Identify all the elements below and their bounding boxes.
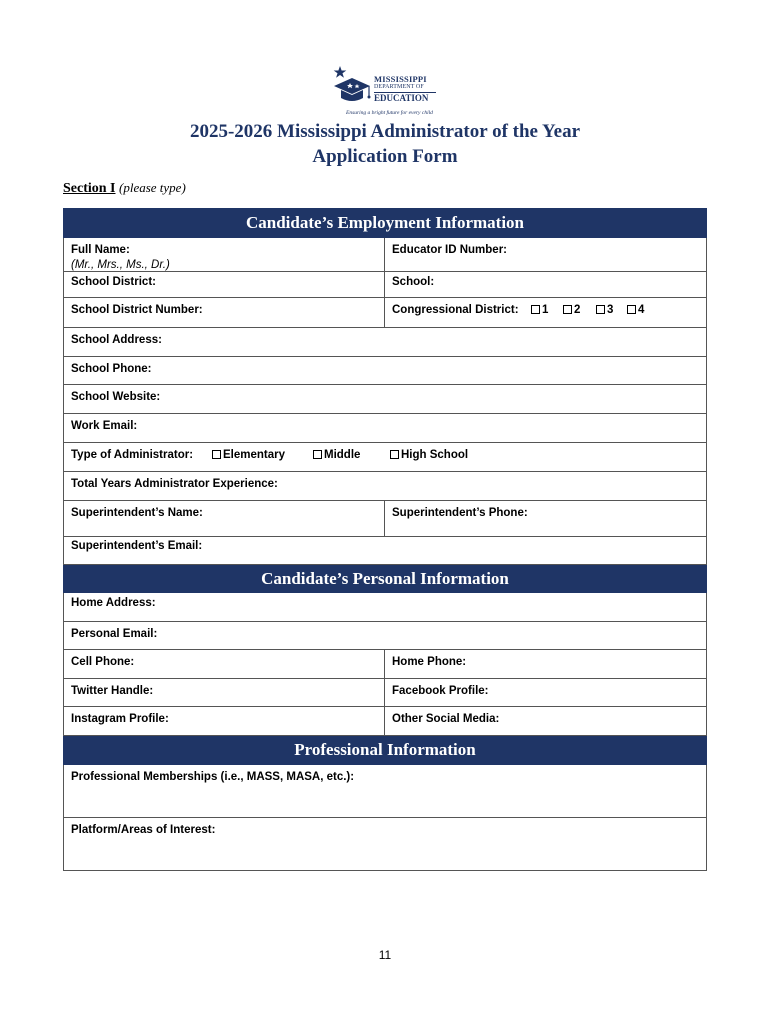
school-district-field[interactable] bbox=[64, 272, 385, 297]
employment-header: Candidate’s Employment Information bbox=[63, 208, 707, 238]
school-district-label: School District: bbox=[71, 276, 156, 288]
instagram-label: Instagram Profile: bbox=[71, 713, 169, 725]
logo-line-2: DEPARTMENT OF bbox=[374, 84, 424, 90]
memberships-label: Professional Memberships (i.e., MASS, MASA, etc.): bbox=[71, 771, 355, 783]
congressional-district-label: Congressional District: bbox=[392, 304, 519, 316]
professional-header: Professional Information bbox=[63, 736, 707, 765]
full-name-label: Full Name: bbox=[71, 244, 130, 256]
full-name-hint: (Mr., Mrs., Ms., Dr.) bbox=[71, 259, 170, 271]
personal-email-label: Personal Email: bbox=[71, 628, 158, 640]
work-email-label: Work Email: bbox=[71, 420, 138, 432]
form-subtitle: Application Form bbox=[312, 146, 458, 167]
school-address-label: School Address: bbox=[71, 334, 162, 346]
row-total-years bbox=[63, 472, 707, 501]
row-superintendent-email bbox=[63, 537, 707, 565]
school-field[interactable] bbox=[385, 272, 706, 297]
row-school-website bbox=[63, 385, 707, 414]
row-full-name bbox=[63, 238, 707, 272]
admin-option-middle[interactable]: Middle bbox=[313, 448, 360, 463]
work-email-field[interactable] bbox=[64, 414, 706, 442]
full-name-field[interactable] bbox=[64, 238, 385, 271]
row-home-address bbox=[63, 593, 707, 622]
congressional-option-3[interactable]: 3 bbox=[596, 303, 613, 318]
row-school-district bbox=[63, 272, 707, 298]
row-memberships bbox=[63, 765, 707, 818]
superintendent-phone-field[interactable] bbox=[385, 501, 706, 536]
platform-label: Platform/Areas of Interest: bbox=[71, 824, 216, 836]
checkbox-icon bbox=[627, 305, 636, 314]
superintendent-name-label: Superintendent’s Name: bbox=[71, 507, 203, 519]
educator-id-field[interactable] bbox=[385, 238, 706, 271]
congressional-option-4[interactable]: 4 bbox=[627, 303, 644, 318]
home-address-label: Home Address: bbox=[71, 597, 156, 609]
row-school-phone bbox=[63, 357, 707, 385]
total-years-label: Total Years Administrator Experience: bbox=[71, 478, 278, 490]
congressional-district-field bbox=[385, 298, 706, 327]
row-twitter-facebook bbox=[63, 679, 707, 707]
facebook-label: Facebook Profile: bbox=[392, 685, 489, 697]
personal-email-field[interactable] bbox=[64, 622, 706, 649]
school-district-number-field[interactable] bbox=[64, 298, 385, 327]
superintendent-email-field[interactable] bbox=[64, 537, 706, 564]
section-note: (please type) bbox=[119, 180, 186, 195]
congressional-option-1[interactable]: 1 bbox=[531, 303, 548, 318]
cell-phone-label: Cell Phone: bbox=[71, 656, 135, 668]
section-name: Section I bbox=[63, 181, 116, 196]
checkbox-icon bbox=[563, 305, 572, 314]
school-district-number-label: School District Number: bbox=[71, 304, 203, 316]
row-instagram-other bbox=[63, 707, 707, 736]
twitter-field[interactable] bbox=[64, 679, 385, 706]
row-superintendent bbox=[63, 501, 707, 537]
home-phone-field[interactable] bbox=[385, 650, 706, 678]
admin-option-elementary[interactable]: Elementary bbox=[212, 448, 285, 463]
personal-header: Candidate’s Personal Information bbox=[63, 565, 707, 593]
mde-logo bbox=[328, 64, 444, 120]
logo-line-3: EDUCATION bbox=[374, 92, 436, 103]
facebook-field[interactable] bbox=[385, 679, 706, 706]
checkbox-icon bbox=[313, 450, 322, 459]
row-work-email bbox=[63, 414, 707, 443]
admin-option-high-school[interactable]: High School bbox=[390, 448, 468, 463]
school-website-label: School Website: bbox=[71, 391, 161, 403]
row-phones bbox=[63, 650, 707, 679]
congressional-option-2[interactable]: 2 bbox=[563, 303, 580, 318]
logo-line-1: MISSISSIPPI bbox=[374, 74, 427, 84]
mde-logo-icon bbox=[328, 64, 374, 114]
form-title: 2025-2026 Mississippi Administrator of the Year bbox=[189, 121, 581, 142]
row-personal-email bbox=[63, 622, 707, 650]
instagram-field[interactable] bbox=[64, 707, 385, 735]
cell-phone-field[interactable] bbox=[64, 650, 385, 678]
platform-field[interactable] bbox=[64, 818, 706, 870]
admin-type-label: Type of Administrator: bbox=[71, 449, 194, 461]
logo-wordmark bbox=[374, 75, 444, 103]
other-social-label: Other Social Media: bbox=[392, 713, 500, 725]
checkbox-icon bbox=[390, 450, 399, 459]
school-label: School: bbox=[392, 276, 435, 288]
other-social-field[interactable] bbox=[385, 707, 706, 735]
school-website-field[interactable] bbox=[64, 385, 706, 413]
school-phone-label: School Phone: bbox=[71, 363, 152, 375]
educator-id-label: Educator ID Number: bbox=[392, 244, 508, 256]
school-address-field[interactable] bbox=[64, 328, 706, 356]
row-school-address bbox=[63, 328, 707, 357]
superintendent-phone-label: Superintendent’s Phone: bbox=[392, 507, 528, 519]
twitter-label: Twitter Handle: bbox=[71, 685, 154, 697]
home-phone-label: Home Phone: bbox=[392, 656, 467, 668]
logo-tagline: Ensuring a bright future for every child bbox=[346, 110, 433, 116]
school-phone-field[interactable] bbox=[64, 357, 706, 384]
row-platform bbox=[63, 818, 707, 871]
admin-type-field bbox=[64, 443, 706, 471]
superintendent-email-label: Superintendent’s Email: bbox=[71, 540, 203, 552]
superintendent-name-field[interactable] bbox=[64, 501, 385, 536]
home-address-field[interactable] bbox=[64, 593, 706, 621]
total-years-field[interactable] bbox=[64, 472, 706, 500]
page-number: 11 bbox=[378, 948, 392, 962]
row-district-number bbox=[63, 298, 707, 328]
row-admin-type bbox=[63, 443, 707, 472]
checkbox-icon bbox=[531, 305, 540, 314]
section-label bbox=[63, 180, 186, 197]
checkbox-icon bbox=[596, 305, 605, 314]
checkbox-icon bbox=[212, 450, 221, 459]
memberships-field[interactable] bbox=[64, 765, 706, 817]
